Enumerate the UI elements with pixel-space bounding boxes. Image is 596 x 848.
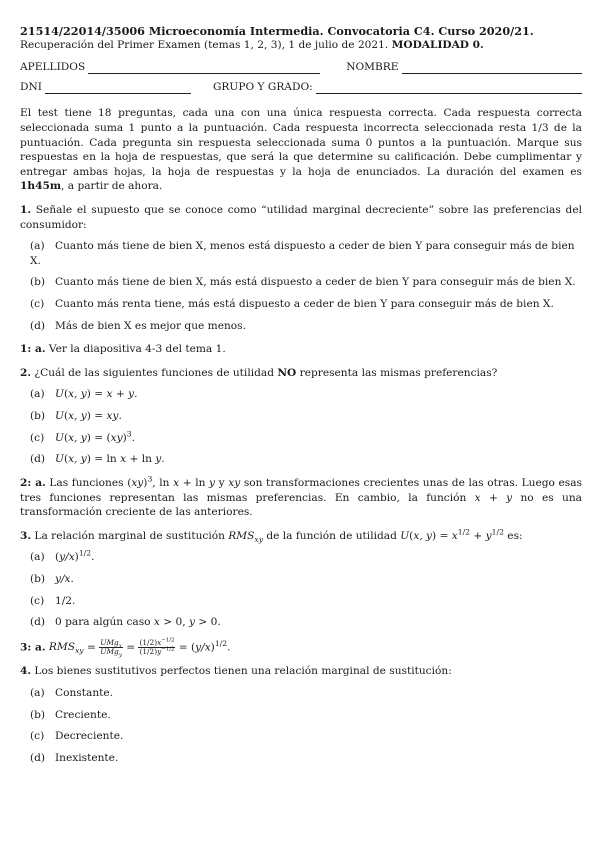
nombre-label: NOMBRE bbox=[346, 60, 399, 73]
q2-option-c: (c) U(x, y) = (xy)$^3$. bbox=[30, 429, 136, 444]
q4-option-a: (a) Constante. bbox=[30, 686, 114, 699]
nombre-field[interactable] bbox=[402, 61, 583, 74]
exam-page bbox=[20, 24, 582, 765]
q1-option-a: (a) Cuanto más tiene de bien X, menos está dispuesto a ceder de bien Y para conseguir más de bien X. bbox=[30, 240, 575, 267]
fields-row-1 bbox=[20, 58, 582, 74]
q3-option-b: (b) y/x. bbox=[30, 572, 74, 585]
question-3: 3. La relación marginal de sustitución $RMS_{xy}$ de la función de utilidad U(x, $y) = x^{1/2} + y^{1/2}$ es: bbox=[20, 527, 523, 544]
q2-option-b: (b) U(x, y) = xy. bbox=[30, 410, 122, 423]
exam-subtitle: Recuperación del Primer Examen (temas 1, 2, 3), 1 de julio de 2021. MODALIDAD 0. bbox=[20, 38, 484, 51]
answer-1: 1: a. Ver la diapositiva 4-3 del tema 1. bbox=[20, 343, 226, 356]
question-1: 1. Señale el supuesto que se conoce como “utilidad marginal decreciente” sobre las preferencias del consumidor: bbox=[20, 203, 582, 231]
q1-option-d: (d) Más de bien X es mejor que menos. bbox=[30, 319, 246, 332]
fields-row-2 bbox=[20, 78, 582, 94]
exam-title: 21514/22014/35006 Microeconomía Intermedia. Convocatoria C4. Curso 2020/21. bbox=[20, 24, 534, 38]
duration-value: 1h45m bbox=[20, 180, 62, 193]
dni-label: DNI bbox=[20, 80, 42, 93]
q1-option-c: (c) Cuanto más renta tiene, más está dispuesto a ceder de bien Y para conseguir más de bien X. bbox=[30, 298, 554, 311]
apellidos-field[interactable] bbox=[88, 61, 320, 74]
q3-option-c: (c) 1/2. bbox=[30, 594, 76, 607]
q2-option-d: (d) U(x, y) = ln x + ln y. bbox=[30, 453, 165, 466]
q3-option-d: (d) 0 para algún caso x > 0, y > 0. bbox=[30, 616, 221, 629]
q4-option-b: (b) Creciente. bbox=[30, 708, 111, 721]
answer-3: 3: a. $RMS_{xy}$ = $\frac{UMg_x}{UMg_y}$ = $\frac{(1/2)x^{-1/2}}{(1/2)y^{-1/2}}$ = $(y/x)^{1/2}$. bbox=[20, 637, 231, 659]
question-2: 2. ¿Cuál de las siguientes funciones de utilidad NO representa las mismas preferencias? bbox=[20, 366, 498, 379]
modalidad-label: MODALIDAD 0. bbox=[391, 38, 484, 51]
q4-option-d: (d) Inexistente. bbox=[30, 751, 119, 764]
answer-2: 2: a. Las funciones (xy)$^3$, ln x + ln y y xy son transformaciones crecientes unas de las otras. Luego esas tres funciones representan las mismas preferencias. En cambio, la función x + y no es una transformación creciente de las anteriores. bbox=[20, 474, 582, 519]
q2-option-a: (a) U(x, y) = x + y. bbox=[30, 388, 138, 401]
apellidos-label: APELLIDOS bbox=[20, 60, 86, 73]
dni-field[interactable] bbox=[45, 81, 191, 94]
q3-option-a: (a) $(y/x)^{1/2}$. bbox=[30, 548, 95, 564]
student-fields bbox=[20, 58, 582, 94]
q4-option-c: (c) Decreciente. bbox=[30, 730, 124, 743]
q1-option-b: (b) Cuanto más tiene de bien X, más está dispuesto a ceder de bien Y para conseguir más de bien X. bbox=[30, 276, 576, 289]
question-4: 4. Los bienes sustitutivos perfectos tienen una relación marginal de sustitución: bbox=[20, 665, 452, 678]
instructions-paragraph: El test tiene 18 preguntas, cada una con una única respuesta correcta. Cada respuesta correcta seleccionada suma 1 punto a la puntuación. Cada respuesta incorrecta seleccionada resta 1/3 de la puntuación. Cada pregunta sin respuesta seleccionada suma 0 puntos a la puntuación. Marque sus respuestas en la hoja de respuestas, que será la que determine su calificación. Debe cumplimentar y entregar ambas hojas, la hoja de respuestas y la hoja de enunciados. La duración del examen es 1h45m, a partir de ahora. bbox=[20, 107, 582, 193]
grupo-field[interactable] bbox=[316, 81, 582, 94]
grupo-label: GRUPO Y GRADO: bbox=[212, 80, 313, 93]
